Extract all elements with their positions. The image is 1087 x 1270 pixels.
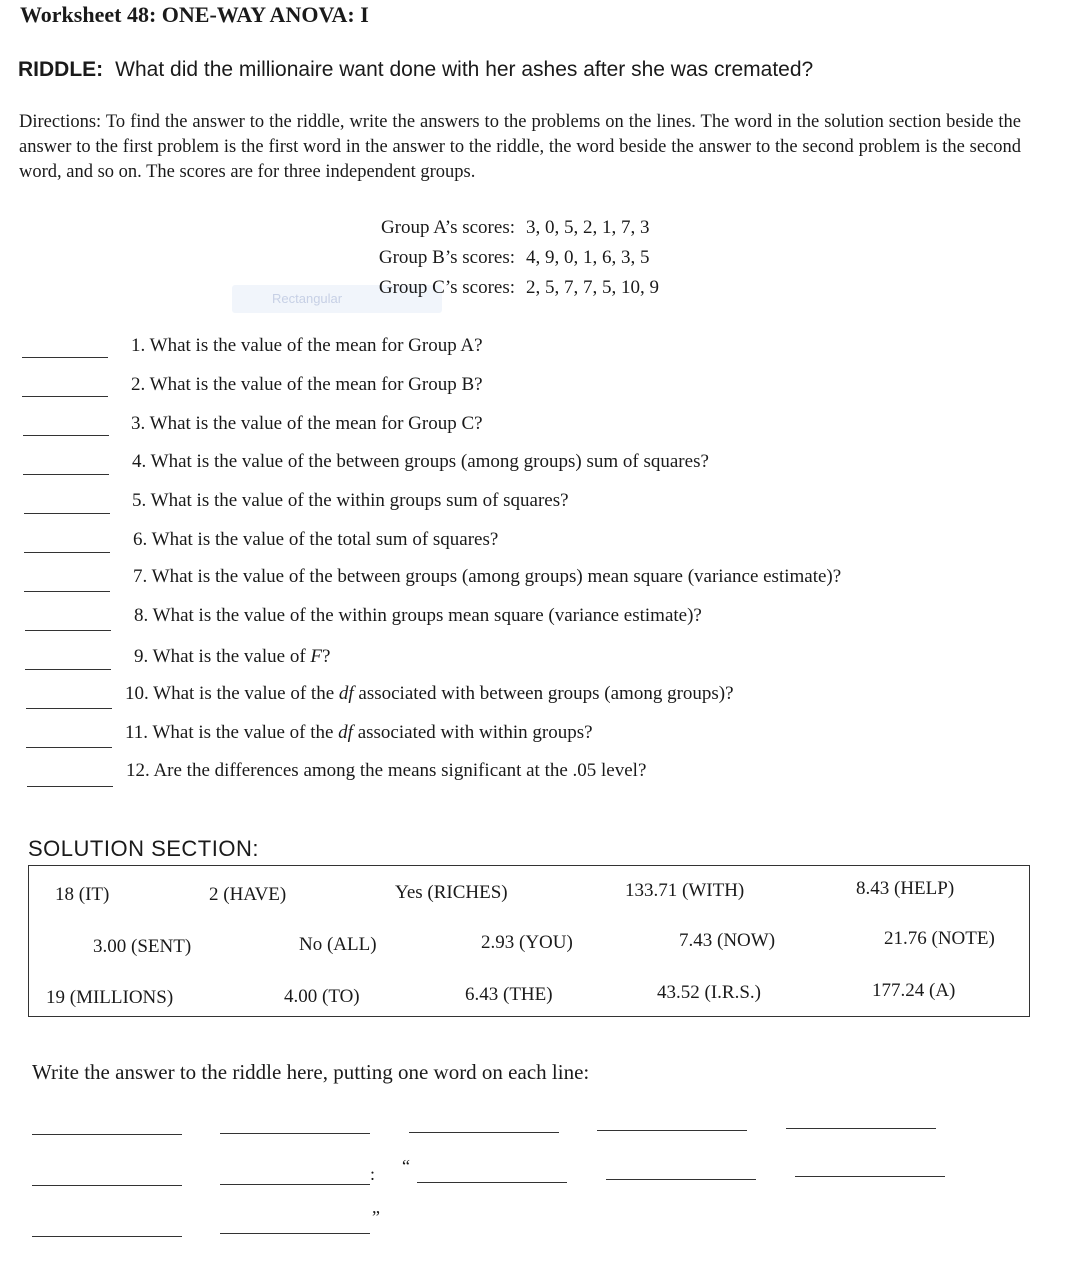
question-12: 12. Are the differences among the means significant at the .05 level? <box>126 760 647 781</box>
group-c-scores: 2, 5, 7, 7, 5, 10, 9 <box>526 277 659 298</box>
solution-item: 8.43 (HELP) <box>856 878 955 899</box>
answer-line-q5[interactable] <box>24 513 110 514</box>
close-quote-mark: ” <box>372 1207 380 1227</box>
solution-item: 177.24 (A) <box>872 980 956 1001</box>
answer-line-q1[interactable] <box>22 357 108 358</box>
solution-item: 133.71 (WITH) <box>625 880 745 901</box>
group-c-label: Group C’s scores: <box>378 277 515 298</box>
question-2: 2. What is the value of the mean for Group B? <box>131 374 483 395</box>
riddle-answer-line[interactable] <box>220 1184 370 1185</box>
group-b-scores: 4, 9, 0, 1, 6, 3, 5 <box>526 247 650 268</box>
question-9: 9. What is the value of F? <box>134 646 331 667</box>
riddle-answer-line[interactable] <box>606 1179 756 1180</box>
riddle-label: RIDDLE: <box>18 58 104 81</box>
solution-item: 4.00 (TO) <box>284 986 360 1007</box>
solution-item: 2.93 (YOU) <box>481 932 573 953</box>
answer-prompt: Write the answer to the riddle here, putting one word on each line: <box>32 1060 590 1084</box>
solution-heading: SOLUTION SECTION: <box>28 836 259 861</box>
open-quote-mark: “ <box>402 1156 410 1176</box>
riddle-answer-line[interactable] <box>597 1130 747 1131</box>
directions: Directions: To find the answer to the riddle, write the answers to the problems on the lines. The word in the solution section beside the answer to the first problem is the first word in the answer to the riddle, the word beside the answer to the second problem is the second word, and so on. The scores are for three independent groups. <box>19 112 1021 182</box>
solution-item: 19 (MILLIONS) <box>46 987 174 1008</box>
riddle-answer-line[interactable] <box>417 1182 567 1183</box>
group-a-scores: 3, 0, 5, 2, 1, 7, 3 <box>526 217 650 238</box>
question-6: 6. What is the value of the total sum of squares? <box>133 529 499 550</box>
riddle-answer-line[interactable] <box>220 1133 370 1134</box>
solution-item: 18 (IT) <box>55 884 110 905</box>
answer-line-q12[interactable] <box>27 786 113 787</box>
group-a-label: Group A’s scores: <box>380 217 515 238</box>
question-4: 4. What is the value of the between groups (among groups) sum of squares? <box>132 451 709 472</box>
answer-line-q10[interactable] <box>26 708 112 709</box>
faint-rectangle-artifact: Rectangular <box>232 285 442 313</box>
solution-item: No (ALL) <box>299 934 377 955</box>
solution-item: 43.52 (I.R.S.) <box>657 982 761 1003</box>
solution-item: 2 (HAVE) <box>209 884 287 905</box>
solution-item: 21.76 (NOTE) <box>884 928 995 949</box>
question-8: 8. What is the value of the within groups mean square (variance estimate)? <box>134 605 702 626</box>
answer-line-q8[interactable] <box>25 630 111 631</box>
solution-item: Yes (RICHES) <box>395 882 508 903</box>
group-b-label: Group B’s scores: <box>378 247 515 268</box>
riddle-answer-line[interactable] <box>795 1176 945 1177</box>
answer-line-q4[interactable] <box>23 474 109 475</box>
solution-item: 6.43 (THE) <box>465 984 553 1005</box>
riddle-answer-line[interactable] <box>220 1233 370 1234</box>
answer-line-q9[interactable] <box>25 669 111 670</box>
solution-item: 3.00 (SENT) <box>93 936 192 957</box>
riddle-answer-line[interactable] <box>409 1132 559 1133</box>
worksheet-title: Worksheet 48: ONE-WAY ANOVA: I <box>20 2 369 27</box>
answer-line-q2[interactable] <box>22 396 108 397</box>
solution-item: 7.43 (NOW) <box>679 930 776 951</box>
question-3: 3. What is the value of the mean for Group C? <box>131 413 483 434</box>
question-1: 1. What is the value of the mean for Group A? <box>131 335 483 356</box>
question-10: 10. What is the value of the df associated with between groups (among groups)? <box>125 683 734 704</box>
riddle-answer-line[interactable] <box>786 1128 936 1129</box>
answer-line-q6[interactable] <box>24 552 110 553</box>
answer-line-q3[interactable] <box>23 435 109 436</box>
riddle-answer-line[interactable] <box>32 1134 182 1135</box>
question-11: 11. What is the value of the df associated with within groups? <box>125 722 593 743</box>
riddle-question: What did the millionaire want done with her ashes after she was cremated? <box>115 58 814 81</box>
riddle-answer-line[interactable] <box>32 1185 182 1186</box>
answer-line-q7[interactable] <box>24 591 110 592</box>
question-5: 5. What is the value of the within groups sum of squares? <box>132 490 569 511</box>
question-7: 7. What is the value of the between groups (among groups) mean square (variance estimate)? <box>133 566 842 587</box>
answer-line-q11[interactable] <box>26 747 112 748</box>
riddle <box>18 58 813 82</box>
riddle-answer-line[interactable] <box>32 1236 182 1237</box>
colon-mark: : <box>370 1164 376 1184</box>
